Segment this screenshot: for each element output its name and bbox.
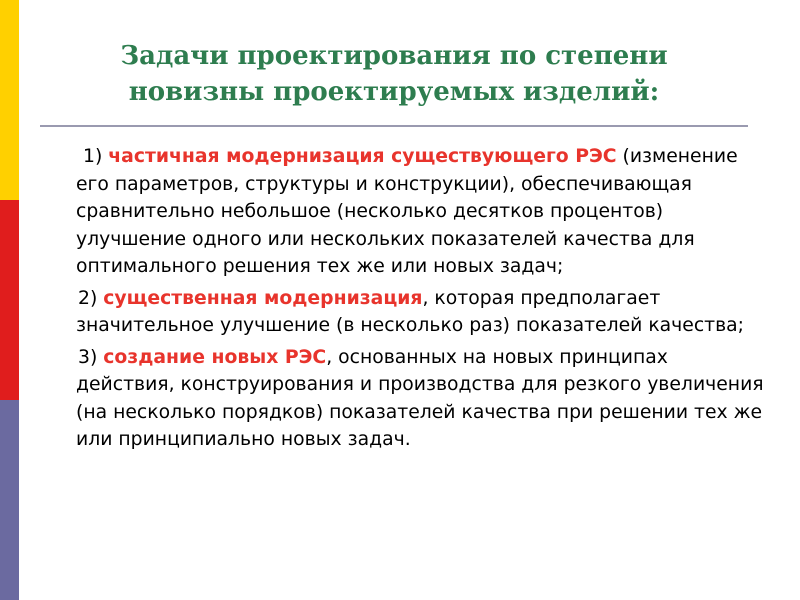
item-3-number: 3) bbox=[78, 346, 98, 368]
title-divider bbox=[40, 125, 748, 127]
item-3-text: , основанных на новых принципах действия, конструирования и производства для резкого увеличения (на несколько порядков) показателей качества при решении тех же или принципиально новых задач. bbox=[76, 346, 764, 450]
list-item-3 bbox=[76, 344, 766, 454]
title-line-1: Задачи проектирования по степени bbox=[120, 41, 668, 71]
item-2-number: 2) bbox=[78, 287, 98, 309]
item-3-highlight: создание новых РЭС bbox=[103, 346, 327, 368]
item-1-text: (изменение его параметров, структуры и конструкции), обеспечивающая сравнительно небольшое (несколько десятков процентов) улучшение одного или нескольких показателей качества для оптимального решения тех же или новых задач; bbox=[76, 146, 738, 277]
item-1-highlight: частичная модернизация существующего РЭС bbox=[108, 146, 617, 167]
list-item-1 bbox=[76, 143, 766, 281]
slide-title bbox=[40, 38, 748, 110]
item-1-number: 1) bbox=[83, 146, 103, 167]
accent-bar-purple bbox=[0, 400, 19, 600]
side-accent-bar bbox=[0, 0, 19, 600]
item-2-text: , которая предполагает значительное улучшение (в несколько раз) показателей качества; bbox=[76, 287, 744, 336]
slide-body bbox=[76, 143, 766, 454]
title-line-2: новизны проектируемых изделий: bbox=[128, 77, 660, 107]
list-item-2 bbox=[76, 285, 766, 340]
item-2-highlight: существенная модернизация bbox=[103, 287, 423, 309]
accent-bar-yellow bbox=[0, 0, 19, 200]
accent-bar-red bbox=[0, 200, 19, 400]
